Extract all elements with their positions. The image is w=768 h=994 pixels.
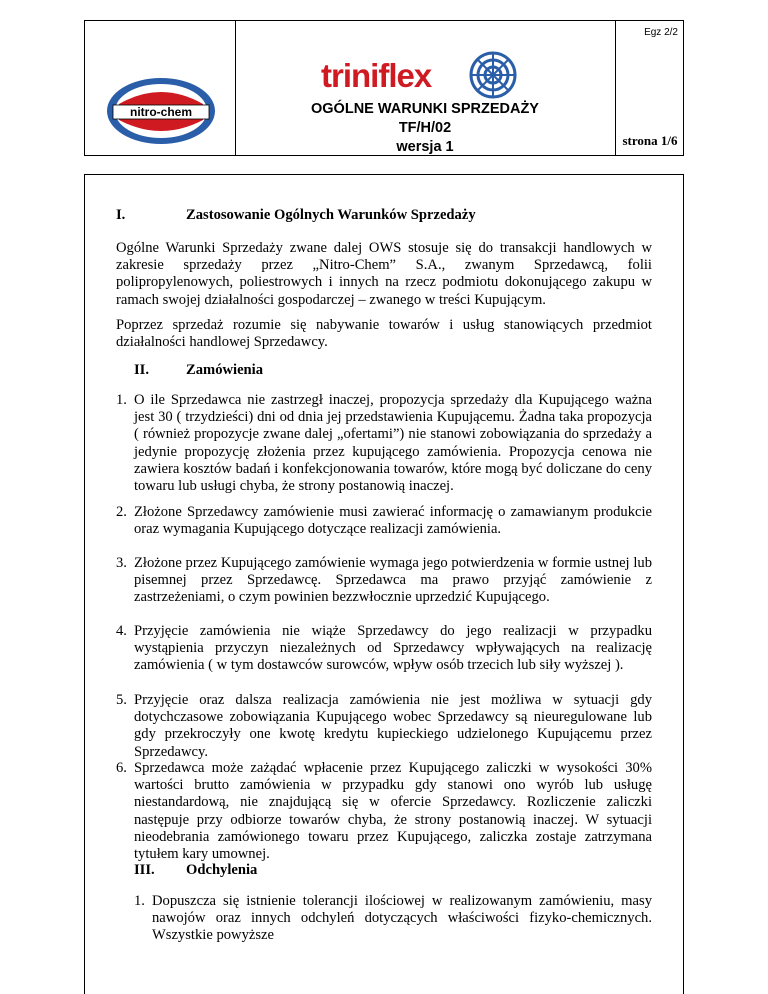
page-number: strona 1/6 bbox=[622, 133, 678, 148]
document-version: wersja 1 bbox=[396, 139, 454, 155]
section-1-title: Zastosowanie Ogólnych Warunków Sprzedaży bbox=[186, 207, 476, 223]
item-2-2-number: 2. bbox=[116, 504, 127, 520]
item-2-6-text: Sprzedawca może zażądać wpłacenie przez Kupującego zaliczki w wysokości 30% wartości brutto zamówienia w przypadku gdy stanowi ono wyrób lub usługę niestandardową, nie znajdującą się w ofercie Sprzedawcy. Rozliczenie zaliczki następuje przy odbiorze towarów chyba, że strony postanowią inaczej. W sytuacji nieodebrania zamówionego towaru przez Kupującego, zaliczka zostaje zatrzymana tytułem kary umownej. bbox=[134, 760, 652, 863]
section-2-number: II. bbox=[134, 362, 150, 378]
document-title: OGÓLNE WARUNKI SPRZEDAŻY bbox=[311, 101, 539, 117]
item-3-1-text: Dopuszcza się istnienie tolerancji ilościowej w realizowanym zamówieniu, masy nawojów oraz innych odchyleń dotyczących właściwości fizyko-chemicznych. Wszystkie powyższe bbox=[152, 893, 652, 944]
nitro-chem-logo bbox=[105, 76, 217, 146]
item-2-1-number: 1. bbox=[116, 392, 127, 408]
section-3-title: Odchylenia bbox=[186, 862, 258, 878]
section-3-number: III. bbox=[134, 862, 155, 878]
item-2-2-text: Złożone Sprzedawcy zamówienie musi zawierać informację o zamawianym produkcie oraz wymagania Kupującego dotyczące realizacji zamówienia. bbox=[134, 504, 652, 538]
triniflex-logo bbox=[321, 49, 521, 101]
copy-number: Egz 2/2 bbox=[644, 27, 678, 38]
item-2-5-text: Przyjęcie oraz dalsza realizacja zamówienia nie jest możliwa w sytuacji gdy dotychczasowe zobowiązania Kupującego wobec Sprzedawcy są nieuregulowane lub gdy przekroczyły one kwotę kredytu kupieckiego udzielonego Kupującemu przez Sprzedawcy. bbox=[134, 692, 652, 760]
section-2-title: Zamówienia bbox=[186, 362, 264, 378]
item-2-3-text: Złożone przez Kupującego zamówienie wymaga jego potwierdzenia w formie ustnej lub pisemnej przez Sprzedawcę. Sprzedawca ma prawo przyjąć zamówienie z zastrzeżeniami, o czym powinien bezzwłocznie uprzedzić Kupującego. bbox=[134, 555, 652, 606]
partner-logo-cell bbox=[85, 21, 236, 155]
item-2-3-number: 3. bbox=[116, 555, 127, 571]
triniflex-wordmark: triniflex bbox=[321, 57, 432, 94]
item-3-1-number: 1. bbox=[134, 893, 145, 909]
item-2-4-text: Przyjęcie zamówienia nie wiąże Sprzedawcy do jego realizacji w przypadku wystąpienia przyczyn niezależnych od Sprzedawcy wpływających na realizację zamówienia ( w tym dostawców surowców, wpływ osób trzecich lub siły wyższej ). bbox=[134, 623, 652, 674]
triniflex-emblem-icon bbox=[471, 53, 515, 97]
page-info-cell bbox=[615, 21, 684, 155]
nitro-chem-wordmark: nitro-chem bbox=[129, 105, 193, 119]
item-2-6-number: 6. bbox=[116, 760, 127, 776]
document-code: TF/H/02 bbox=[398, 120, 452, 136]
item-2-1-text: O ile Sprzedawca nie zastrzegł inaczej, propozycja sprzedaży dla Kupującego ważna jest 30 ( trzydzieści) dni od dnia jej przedstawienia Kupującemu. Żadna taka propozycja ( również propozycje zwane dalej „ofertami”) nie stanowi zobowiązania do sprzedaży a jedynie propozycję złożenia przez kupującego zamówienia. Propozycja cenowa nie zawiera kosztów badań i konfekcjonowania towarów, które mogą być doliczane do ceny towaru lub usługi chyba, że strony postanowią inaczej. bbox=[134, 392, 652, 495]
section-1-paragraph-2: Poprzez sprzedaż rozumie się nabywanie towarów i usług stanowiących przedmiot działalności handlowej Sprzedawcy. bbox=[116, 317, 652, 351]
item-2-4-number: 4. bbox=[116, 623, 127, 639]
section-1-paragraph-1: Ogólne Warunki Sprzedaży zwane dalej OWS stosuje się do transakcji handlowych w zakresie sprzedaży przez „Nitro-Chem” S.A., zwanym Sprzedawcą, folii polipropylenowych, poliestrowych i innych na rzecz podmiotu dokonującego zakupu w ramach swojej działalności gospodarczej – zwanego w treści Kupującym. bbox=[116, 240, 652, 308]
section-1-number: I. bbox=[116, 207, 126, 223]
document-header bbox=[84, 20, 684, 156]
item-2-5-number: 5. bbox=[116, 692, 127, 708]
